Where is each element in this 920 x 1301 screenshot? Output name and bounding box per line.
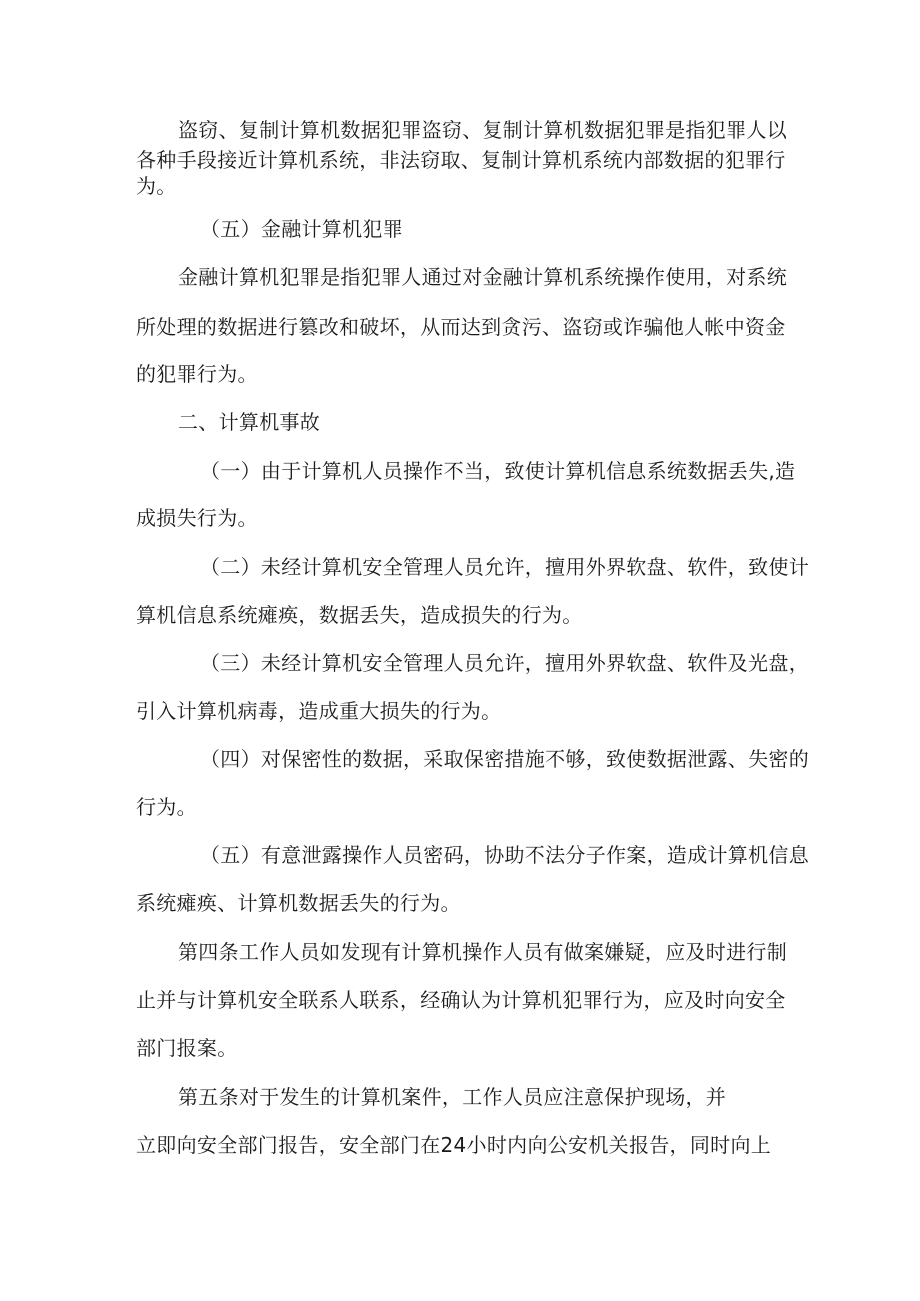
item-2-line-2: 算机信息系统瘫痪，数据丢失，造成损失的行为。 <box>136 603 583 627</box>
paragraph-financial-crime-line-2: 所处理的数据进行篡改和破坏，从而达到贪污、盗窃或诈骗他人帐中资金 <box>136 315 786 339</box>
article-4-line-3: 部门报案。 <box>136 1036 238 1060</box>
paragraph-financial-crime-line-1: 金融计算机犯罪是指犯罪人通过对金融计算机系统操作使用，对系统 <box>178 265 787 289</box>
paragraph-data-theft-line-1: 盗窃、复制计算机数据犯罪盗窃、复制计算机数据犯罪是指犯罪人以 <box>178 118 787 142</box>
item-1-line-2: 成损失行为。 <box>136 506 258 530</box>
paragraph-data-theft-line-2: 各种手段接近计算机系统，非法窃取、复制计算机系统内部数据的犯罪行 <box>136 148 786 172</box>
item-5-line-2: 系统瘫痪、计算机数据丢失的行为。 <box>136 891 461 915</box>
heading-computer-accidents: 二、计算机事故 <box>178 410 321 434</box>
item-1-line-1: （一）由于计算机人员操作不当，致使计算机信息系统数据丢失,造 <box>200 459 796 483</box>
item-3-line-1: （三）未经计算机安全管理人员允许，擅用外界软盘、软件及光盘， <box>200 651 809 675</box>
article-4-line-1: 第四条工作人员如发现有计算机操作人员有做案嫌疑，应及时进行制 <box>178 940 787 964</box>
article-5-line-2: 立即向安全部门报告，安全部门在24小时内向公安机关报告，同时向上 <box>136 1133 772 1157</box>
paragraph-financial-crime-line-3: 的犯罪行为。 <box>136 362 258 386</box>
item-3-line-2: 引入计算机病毒，造成重大损失的行为。 <box>136 699 502 723</box>
item-4-line-2: 行为。 <box>136 795 197 819</box>
article-5-line-1: 第五条对于发生的计算机案件，工作人员应注意保护现场，并 <box>178 1085 727 1109</box>
item-4-line-1: （四）对保密性的数据，采取保密措施不够，致使数据泄露、失密的 <box>200 747 809 771</box>
item-2-line-1: （二）未经计算机安全管理人员允许，擅用外界软盘、软件，致使计 <box>200 555 809 579</box>
item-5-line-1: （五）有意泄露操作人员密码，协助不法分子作案，造成计算机信息 <box>200 843 809 867</box>
article-4-line-2: 止并与计算机安全联系人联系，经确认为计算机犯罪行为，应及时向安全 <box>136 988 786 1012</box>
paragraph-data-theft-line-3: 为。 <box>136 174 177 198</box>
heading-financial-crime: （五）金融计算机犯罪 <box>200 217 403 241</box>
